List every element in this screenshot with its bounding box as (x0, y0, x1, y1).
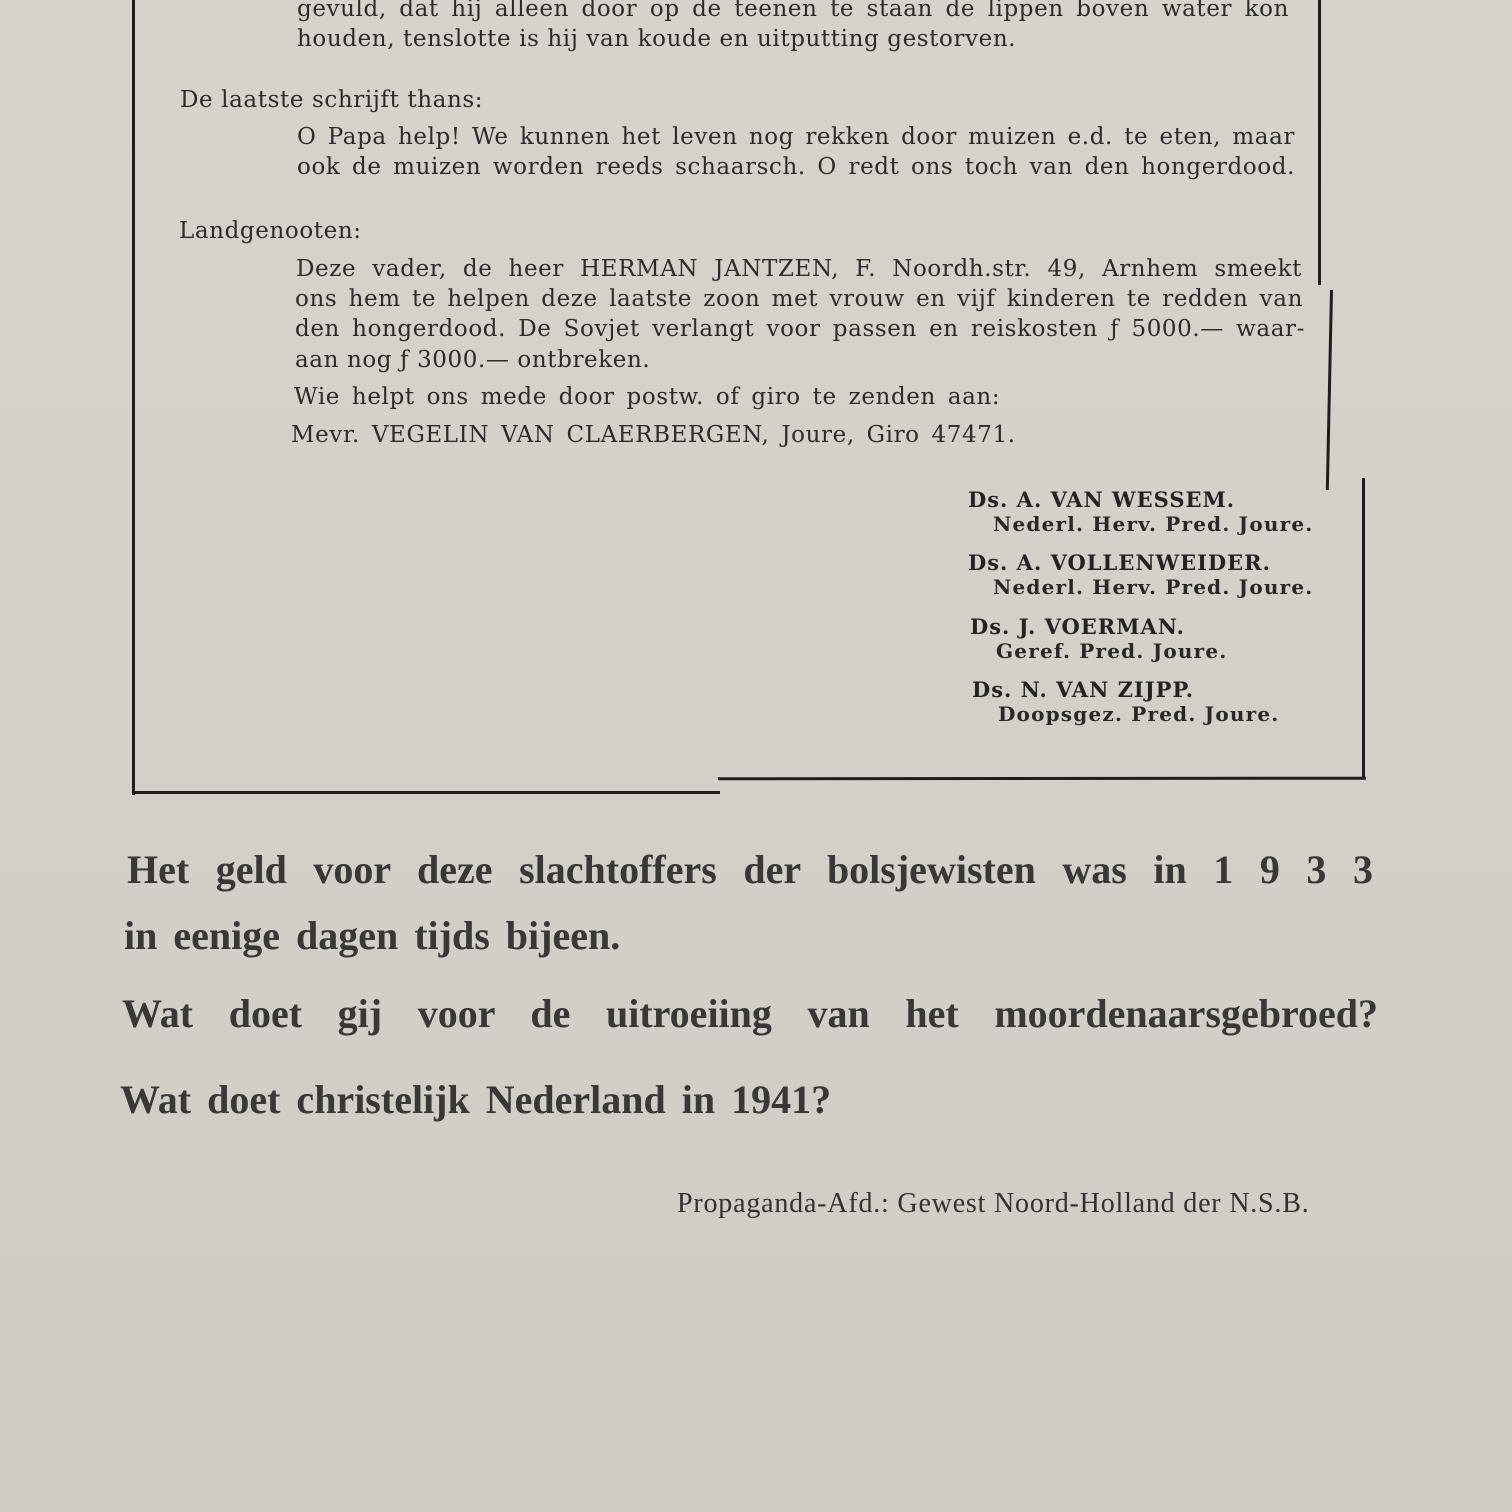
quote-line: ook de muizen worden reeds schaarsch. O redt ons toch van den hongerdood. (297, 154, 1295, 180)
box-border-right (1326, 290, 1333, 490)
box-border-left (132, 0, 135, 795)
signatory-title: Nederl. Herv. Pred. Joure. (993, 575, 1314, 599)
signatory-title: Geref. Pred. Joure. (996, 639, 1228, 663)
signatory-name: Ds. N. VAN ZIJPP. (972, 677, 1195, 702)
appeal-line: aan nog ƒ 3000.— ontbreken. (295, 347, 651, 373)
box-border-bottom (718, 777, 1366, 781)
signatory-title: Doopsgez. Pred. Joure. (998, 702, 1280, 726)
headline-line: Het geld voor deze slachtoffers der bolsjewisten was in 1 9 3 3 (127, 847, 1373, 892)
signatory-name: Ds. A. VOLLENWEIDER. (968, 550, 1271, 575)
box-border-right (1318, 0, 1321, 285)
headline-line: Wat doet christelijk Nederland in 1941? (120, 1077, 832, 1122)
appeal-line: ons hem te helpen deze laatste zoon met vrouw en vijf kinderen te redden van (295, 286, 1303, 312)
signatory-name: Ds. A. VAN WESSEM. (968, 487, 1236, 512)
box-border-bottom (132, 791, 720, 794)
headline-line: in eenige dagen tijds bijeen. (124, 913, 621, 958)
section-label: De laatste schrijft thans: (180, 87, 484, 113)
box-border-right (1362, 478, 1365, 778)
help-line: Wie helpt ons mede door postw. of giro te zenden aan: (294, 384, 1001, 410)
appeal-line: den hongerdood. De Sovjet verlangt voor passen en reiskosten ƒ 5000.— waar- (295, 316, 1305, 342)
appeal-line: Deze vader, de heer HERMAN JANTZEN, F. Noordh.str. 49, Arnhem smeekt (296, 256, 1302, 282)
quote-line: O Papa help! We kunnen het leven nog rekken door muizen e.d. te eten, maar (297, 124, 1295, 150)
letter-line: gevuld, dat hij alleen door op de teenen te staan de lippen boven water kon (297, 0, 1289, 22)
signatory-title: Nederl. Herv. Pred. Joure. (993, 512, 1314, 536)
signatory-name: Ds. J. VOERMAN. (970, 614, 1185, 639)
headline-line: Wat doet gij voor de uitroeiing van het moordenaarsgebroed? (122, 991, 1378, 1036)
section-label: Landgenooten: (179, 218, 362, 244)
letter-line: houden, tenslotte is hij van koude en uitputting gestorven. (297, 26, 1017, 52)
address-line: Mevr. VEGELIN VAN CLAERBERGEN, Joure, Giro 47471. (291, 422, 1016, 448)
publisher-footer: Propaganda-Afd.: Gewest Noord-Holland der N.S.B. (677, 1188, 1310, 1219)
